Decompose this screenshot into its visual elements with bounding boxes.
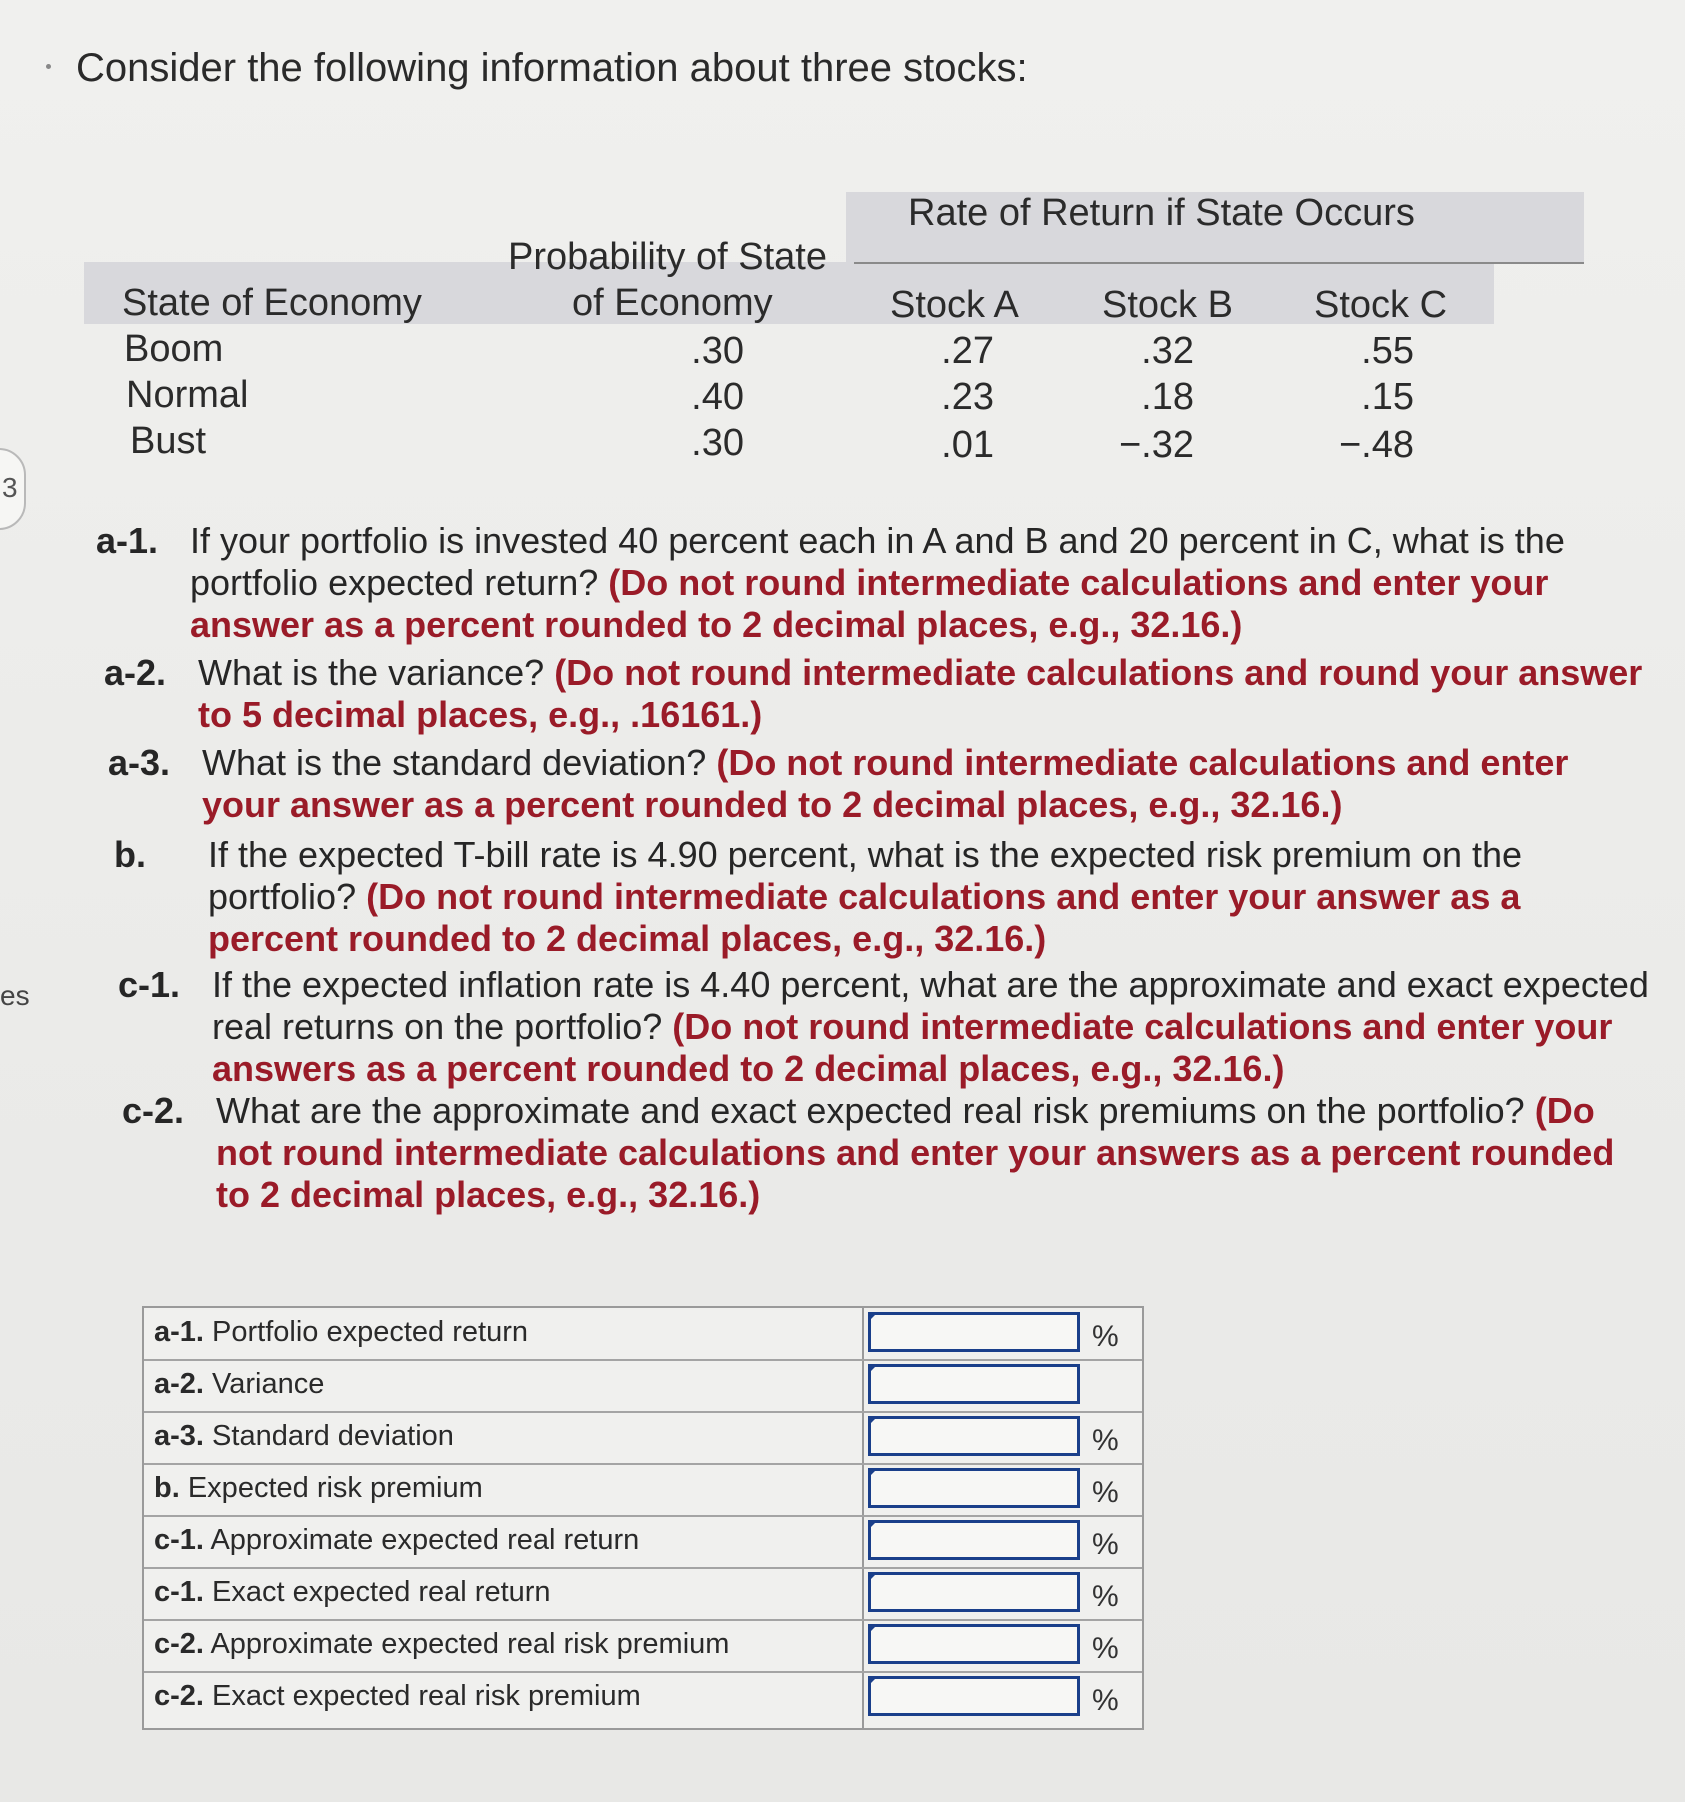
question-text: What are the approximate and exact expected real risk premiums on the portfolio? [216,1090,1525,1131]
answer-row-a1 [144,1308,1142,1361]
percent-unit: % [1092,1424,1119,1457]
question-text: What is the variance? [198,652,545,693]
question-label: c-2. [122,1090,185,1131]
answer-row-c2-approx [144,1620,1142,1673]
answer-row-a3 [144,1412,1142,1465]
question-instruction: (Do not round intermediate calculations and enter your answer as a percent rounded to 2 decimal places, e.g., 32.16.) [190,562,1549,645]
header-rule [854,262,1584,264]
answer-label: c-2. Exact expected real risk premium [154,1680,641,1712]
returns-table [84,192,1496,472]
row-stock-b: .32 [1141,330,1194,372]
header-probability-line2: of Economy [572,282,773,324]
percent-unit: % [1092,1528,1119,1561]
problem-intro: Consider the following information about three stocks: [76,46,1028,90]
question-label: c-1. [118,964,181,1005]
header-probability-line1: Probability of State [508,236,827,278]
question-instruction: (Do not round intermediate calculations and enter your answer as a percent rounded to 2 decimal places, e.g., 32.16.) [202,742,1569,825]
header-stock-a: Stock A [890,284,1019,326]
answer-label: b. Expected risk premium [154,1472,483,1504]
row-stock-a: .01 [941,424,994,466]
question-text: If the expected inflation rate is 4.40 percent, what are the approximate and exact expected real returns on the portfolio? [212,964,1649,1047]
question-body [208,834,1648,960]
question-body [190,520,1664,646]
question-label: b. [114,834,146,875]
header-stock-b: Stock B [1102,284,1233,326]
question-text: If the expected T-bill rate is 4.90 percent, what is the expected risk premium on the portfolio? [208,834,1523,917]
question-text: What is the standard deviation? [202,742,707,783]
header-rate-of-return: Rate of Return if State Occurs [908,192,1415,234]
variance-input[interactable] [868,1364,1080,1404]
answer-label: a-3. Standard deviation [154,1420,454,1452]
standard-deviation-input[interactable] [868,1416,1080,1456]
question-label: a-1. [96,520,159,561]
answer-label: c-1. Exact expected real return [154,1576,551,1608]
question-text: If your portfolio is invested 40 percent each in A and B and 20 percent in C, what is the portfolio expected return? [190,520,1565,603]
question-body [212,964,1652,1090]
row-stock-c: −.48 [1338,424,1414,466]
row-state: Boom [124,328,224,370]
expected-risk-premium-input[interactable] [868,1468,1080,1508]
row-stock-a: .23 [941,376,994,418]
row-state: Normal [126,374,249,416]
answer-row-c2-exact [144,1672,1142,1723]
question-instruction: (Do not round intermediate calculations and enter your answer as a percent rounded to 2 decimal places, e.g., 32.16.) [208,876,1521,959]
answer-row-a2 [144,1360,1142,1413]
side-tab-glyph: 3 [2,472,18,503]
exact-real-risk-premium-input[interactable] [868,1676,1080,1716]
row-probability: .30 [691,330,744,372]
header-stock-c: Stock C [1314,284,1448,326]
row-stock-c: .15 [1361,376,1414,418]
question-instruction: (Do not round intermediate calculations and enter your answers as a percent rounded to 2 decimal places, e.g., 32.16.) [212,1006,1613,1089]
answer-label: a-2. Variance [154,1368,325,1400]
approx-real-risk-premium-input[interactable] [868,1624,1080,1664]
row-probability: .30 [691,422,744,464]
percent-unit: % [1092,1632,1119,1665]
percent-unit: % [1092,1476,1119,1509]
exact-real-return-input[interactable] [868,1572,1080,1612]
percent-unit: % [1092,1320,1119,1353]
answer-row-c1-exact [144,1568,1142,1621]
row-probability: .40 [691,376,744,418]
percent-unit: % [1092,1580,1119,1613]
answer-label: c-2. Approximate expected real risk premium [154,1628,730,1660]
answer-row-b [144,1464,1142,1517]
question-body [202,742,1642,826]
portfolio-expected-return-input[interactable] [868,1312,1080,1352]
header-state-of-economy: State of Economy [122,282,422,324]
row-stock-a: .27 [941,330,994,372]
row-stock-c: .55 [1361,330,1414,372]
question-body [216,1090,1656,1216]
row-state: Bust [130,420,207,462]
percent-unit: % [1092,1684,1119,1717]
answer-label: a-1. Portfolio expected return [154,1316,529,1348]
side-text: es [0,980,30,1011]
question-instruction: (Do not round intermediate calculations and round your answer to 5 decimal places, e.g., .16161.) [198,652,1643,735]
answer-table [142,1306,1144,1730]
question-label: a-3. [108,742,171,783]
answer-row-c1-approx [144,1516,1142,1569]
row-stock-b: −.32 [1118,424,1194,466]
question-instruction: (Do not round intermediate calculations and enter your answers as a percent rounded to 2 decimal places, e.g., 32.16.) [216,1090,1615,1215]
question-label: a-2. [104,652,167,693]
bullet-dot [46,64,51,69]
question-body [198,652,1648,736]
row-stock-b: .18 [1141,376,1194,418]
approx-real-return-input[interactable] [868,1520,1080,1560]
answer-label: c-1. Approximate expected real return [154,1524,640,1556]
